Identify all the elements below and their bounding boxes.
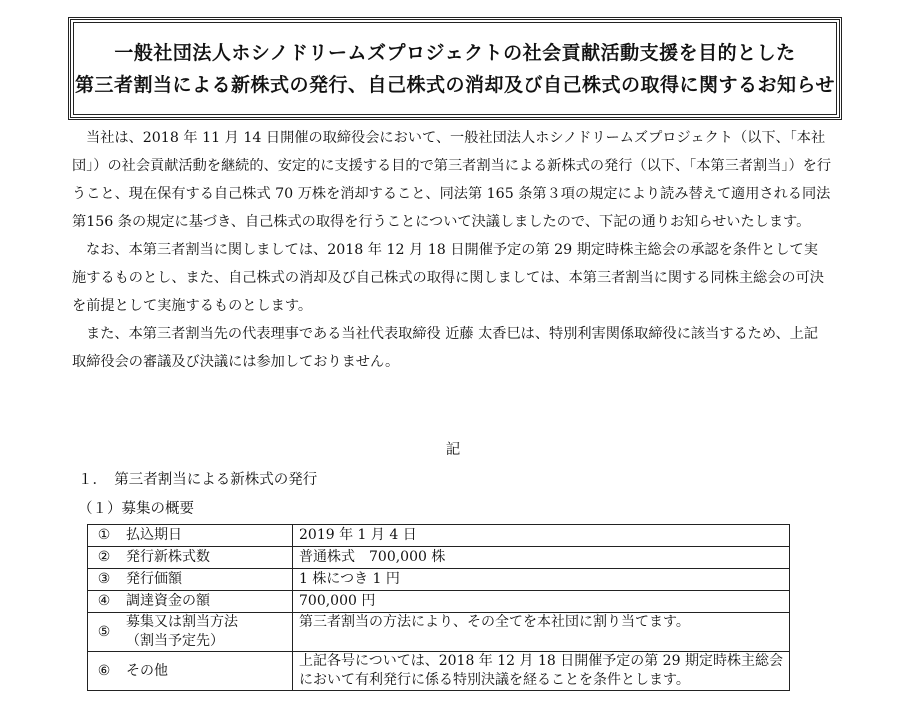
row-item-label: 募集又は割当方法: [126, 614, 238, 630]
table-row: [88, 591, 790, 613]
row-item: [120, 652, 293, 691]
row-number: ②: [88, 547, 121, 569]
row-value: 普通株式 700,000 株: [293, 547, 790, 569]
table-row: [88, 569, 790, 591]
row-value: 上記各号については、2018 年 12 月 18 日開催予定の第 29 期定時株主総会において有利発行に係る特別決議を経ることを条件とします。: [293, 652, 790, 691]
row-item: [120, 525, 293, 547]
title-line-2: 第三者割当による新株式の発行、自己株式の消却及び自己株式の取得に関するお知らせ: [75, 73, 835, 96]
table-row: [88, 525, 790, 547]
row-number: ①: [88, 525, 121, 547]
subsection-heading: （１）募集の概要: [78, 501, 194, 517]
table-row: [88, 652, 790, 691]
row-number: ⑤: [88, 613, 121, 652]
row-item: [120, 547, 293, 569]
row-item: [120, 613, 293, 652]
paragraph-2: なお、本第三者割当に関しましては、2018 年 12 月 18 日開催予定の第 29 期定時株主総会の承認を条件として実施するものとし、また、自己株式の消却及び自己株式の取得に関しましては、本第三者割当に関する同株主総会の可決を前提として実施するものとします。: [72, 242, 824, 314]
title-box: [68, 17, 842, 120]
row-item-label: その他: [126, 662, 168, 679]
row-item-label: 払込期日: [126, 527, 182, 543]
table-row: [88, 613, 790, 652]
row-item-label: 発行新株式数: [126, 549, 210, 565]
paragraph-3: また、本第三者割当先の代表理事である当社代表取締役 近藤 太香巳は、特別利害関係取締役に該当するため、上記取締役会の審議及び決議には参加しておりません。: [72, 326, 819, 370]
row-number: ③: [88, 569, 121, 591]
row-item: [120, 591, 293, 613]
row-item: [120, 569, 293, 591]
row-value: 2019 年 1 月 4 日: [293, 525, 790, 547]
table-row: [88, 547, 790, 569]
ki-heading: 記: [445, 442, 461, 458]
section-heading: １． 第三者割当による新株式の発行: [78, 472, 318, 488]
row-value: 第三者割当の方法により、その全てを本社団に割り当てます。: [293, 613, 790, 652]
title-line-1: 一般社団法人ホシノドリームズプロジェクトの社会貢献活動支援を目的とした: [114, 41, 796, 64]
paragraph-1: 当社は、2018 年 11 月 14 日開催の取締役会において、一般社団法人ホシノドリームズプロジェクト（以下、「本社団」）の社会貢献活動を継続的、安定的に支援する目的で第三者割当による新株式の発行（以下、「本第三者割当」）を行うこと、現在保有する自己株式 70 万株を消却すること、同法第 165 条第３項の規定により読み替えて適用される同法第156 条の規定に基づき、自己株式の取得を行うことについて決議しましたので、下記の通りお知らせいたします。: [72, 130, 832, 230]
row-item-label: 発行価額: [126, 571, 182, 587]
row-item-sublabel: （割当予定先）: [126, 633, 224, 649]
row-item-label: 調達資金の額: [126, 593, 210, 609]
row-number: ⑥: [88, 652, 121, 691]
row-value: 1 株につき 1 円: [293, 569, 790, 591]
row-value: 700,000 円: [293, 591, 790, 613]
offering-terms-table: [87, 524, 790, 691]
body-text: [72, 124, 832, 376]
row-number: ④: [88, 591, 121, 613]
